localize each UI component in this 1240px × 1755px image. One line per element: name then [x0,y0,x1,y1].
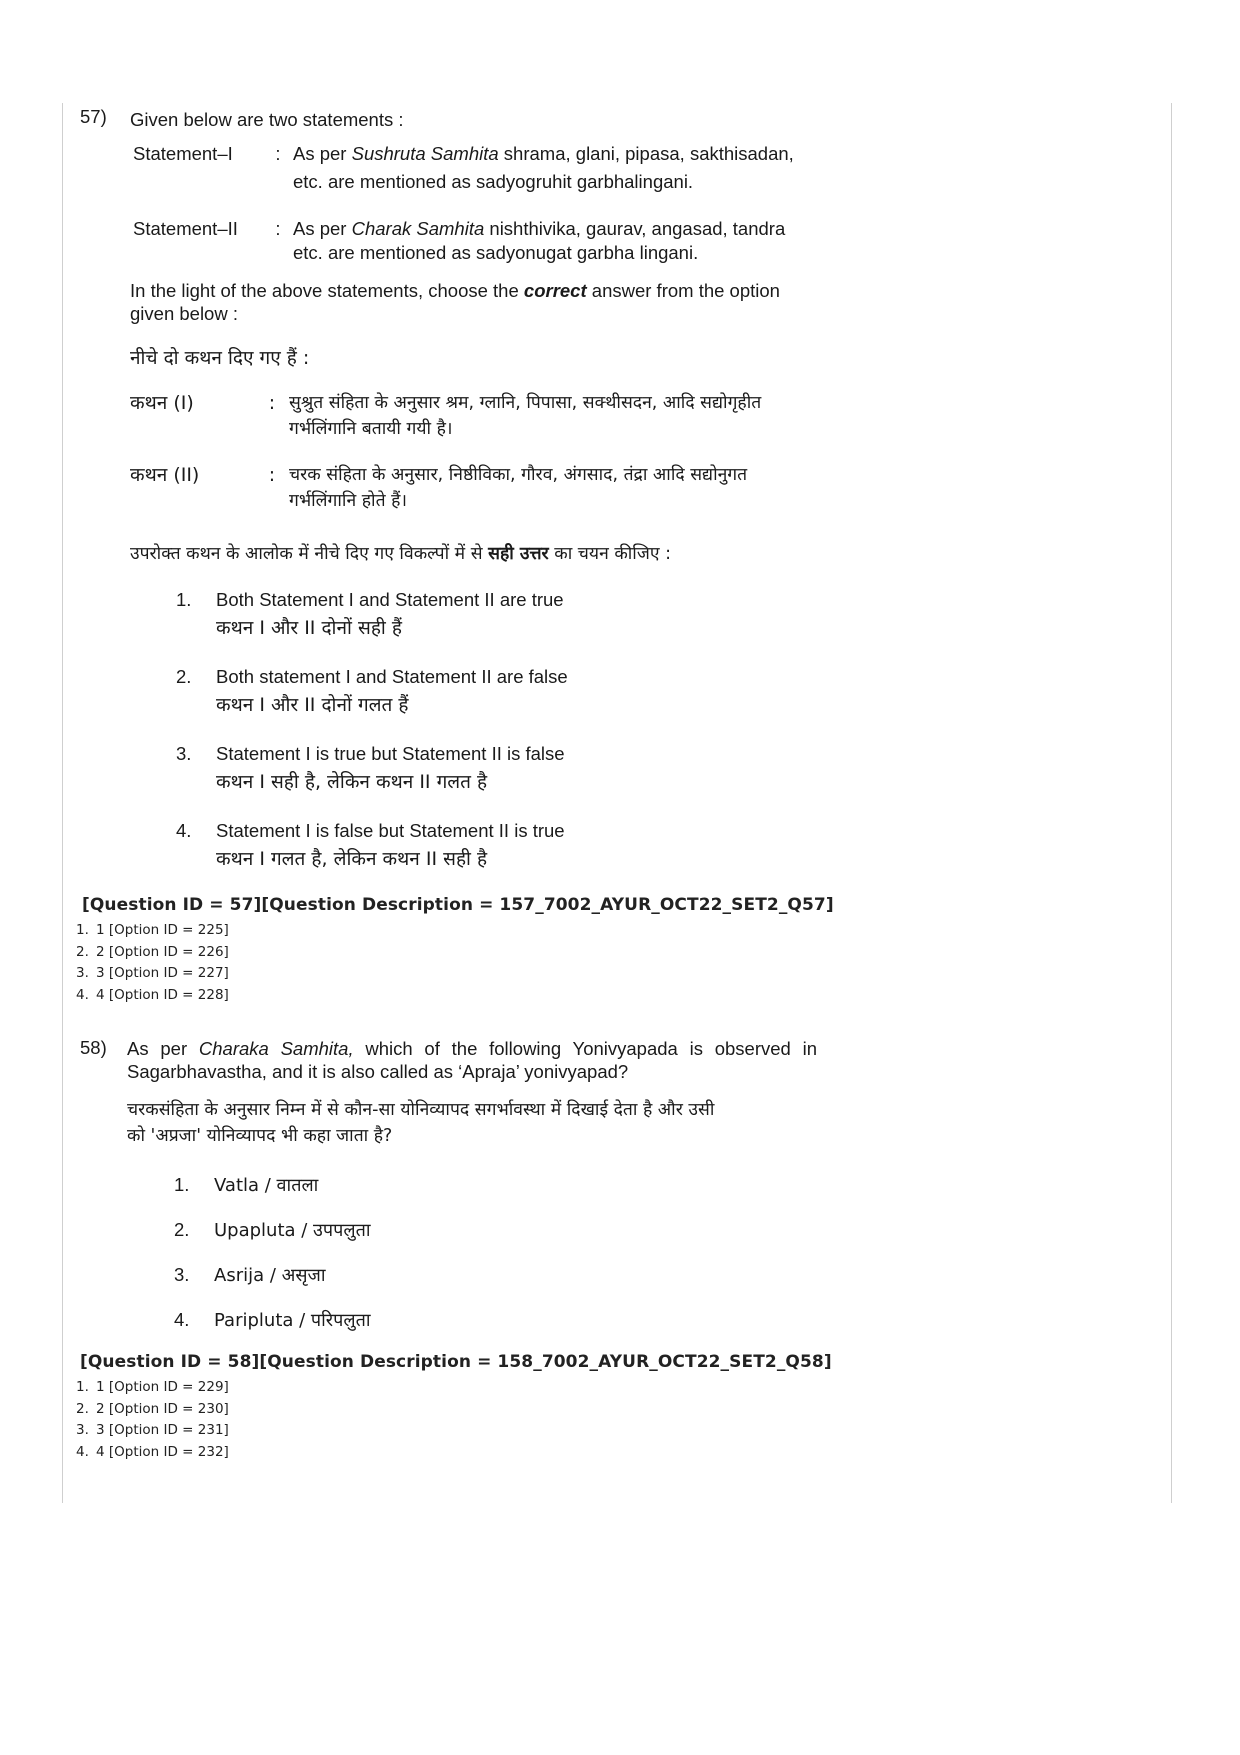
option-text: Asrija / असृजा [214,1265,326,1286]
option-id-item: 4. 4 [Option ID = 232] [76,1443,229,1460]
question-number: 57) [80,106,107,127]
instruction-text: given below : [130,303,238,324]
statement-text: सुश्रुत संहिता के अनुसार श्रम, ग्लानि, पिपासा, सक्थीसदन, आदि सद्योगृहीत [289,393,762,413]
statement-1 [133,142,863,193]
option-id-item: 2. 2 [Option ID = 226] [76,943,229,960]
option-number: 4. [176,820,192,841]
instruction-emphasis: सही उत्तर [488,544,549,564]
answer-option-2[interactable] [174,1218,371,1244]
statement-text: गर्भलिंगानि होते हैं। [289,491,408,511]
statement-label: Statement–II [133,218,238,239]
option-id-item: 3. 3 [Option ID = 227] [76,965,229,981]
instruction-text: In the light of the above statements, choose the [130,280,524,301]
hindi-statement-1 [130,390,849,442]
statement-text: etc. are mentioned as sadyogruhit garbhalingani. [293,171,694,192]
statement-label: कथन (II) [130,464,200,486]
statement-source: Charak Samhita [351,218,485,239]
statement-text: nishthivika, gaurav, angasad, tandra [484,218,786,239]
statement-text: चरक संहिता के अनुसार, निष्ठीविका, गौरव, अंगसाद, तंद्रा आदि सद्योनुगत [289,465,748,485]
option-text-en: Both Statement I and Statement II are true [216,589,564,610]
statement-label: Statement–I [133,143,233,164]
question-meta: [Question ID = 58][Question Description = 158_7002_AYUR_OCT22_SET2_Q58] [80,1352,832,1372]
option-id-item: 4. 4 [Option ID = 228] [76,986,229,1003]
hindi-statement-2 [130,462,849,514]
answer-option-3[interactable] [176,742,565,795]
statement-colon: : [275,143,281,164]
option-id-item: 3. 3 [Option ID = 231] [76,1422,229,1438]
option-number: 3. [176,743,192,764]
answer-option-1[interactable] [176,588,564,641]
option-number: 1. [176,589,192,610]
question-meta: [Question ID = 57][Question Description = 157_7002_AYUR_OCT22_SET2_Q57] [82,895,834,915]
instruction-text: उपरोक्त कथन के आलोक में नीचे दिए गए विकल्पों में से [130,544,489,564]
option-id-list [76,920,229,1006]
statement-label: कथन (I) [130,392,194,414]
answer-option-2[interactable] [176,665,568,718]
statement-colon: : [268,464,276,486]
option-text-en: Both statement I and Statement II are false [216,666,568,687]
statement-colon: : [275,218,281,239]
option-id-item: 2. 2 [Option ID = 230] [76,1400,229,1417]
answer-option-1[interactable] [174,1173,318,1199]
option-number: 1. [174,1174,190,1195]
statement-source: Sushruta Samhita [351,143,499,164]
option-id-item: 1. 1 [Option ID = 229] [76,1379,229,1395]
right-margin-line [1171,103,1172,1503]
statement-text: etc. are mentioned as sadyonugat garbha lingani. [293,242,699,263]
statement-text: shrama, glani, pipasa, sakthisadan, [498,143,794,164]
question-source: Charaka Samhita, [198,1038,354,1059]
hindi-instruction [130,541,671,567]
answer-option-3[interactable] [174,1263,326,1289]
instruction-text: का चयन कीजिए : [548,544,671,564]
statement-text: गर्भलिंगानि बतायी गयी है। [289,419,453,439]
statement-text: As per [293,143,352,164]
option-text: Vatla / वातला [214,1175,319,1196]
option-number: 2. [174,1219,190,1240]
option-text-hi: कथन I और II दोनों गलत हैं [216,694,409,716]
question-text: As per Charaka Samhita, which of the following Yonivyapada is observed in Sagarbhavastha, and it is also called as ‘Apraja’ yonivyapad? [127,1038,818,1082]
instruction-text: answer from the option [586,280,780,301]
option-number: 4. [174,1309,190,1330]
left-margin-line [62,103,63,1503]
answer-option-4[interactable] [176,819,565,872]
instruction [130,279,830,325]
option-text: Upapluta / उपपलुता [214,1220,371,1241]
question-intro: Given below are two statements : [130,109,404,130]
option-number: 2. [176,666,192,687]
statement-colon: : [268,392,276,414]
option-text-hi: कथन I गलत है, लेकिन कथन II सही है [216,848,488,870]
question-text-hindi: चरकसंहिता के अनुसार निम्न में से कौन-सा योनिव्यापद सगर्भावस्था में दिखाई देता है और उसी को 'अप्रजा' योनिव्यापद भी कहा जाता है? [127,1100,715,1146]
option-text-en: Statement I is true but Statement II is false [216,743,565,764]
instruction-emphasis: correct [523,280,587,301]
option-text-hi: कथन I और II दोनों सही हैं [216,617,402,639]
question-number: 58) [80,1037,107,1058]
option-id-list [76,1377,229,1463]
option-text: Paripluta / परिपलुता [214,1310,371,1331]
option-text-en: Statement I is false but Statement II is true [216,820,565,841]
option-number: 3. [174,1264,190,1285]
statement-text: As per [293,218,352,239]
statement-2 [133,217,863,264]
option-text-hi: कथन I सही है, लेकिन कथन II गलत है [216,771,488,793]
option-id-item: 1. 1 [Option ID = 225] [76,922,229,938]
answer-option-4[interactable] [174,1308,371,1334]
hindi-intro: नीचे दो कथन दिए गए हैं : [130,347,310,369]
